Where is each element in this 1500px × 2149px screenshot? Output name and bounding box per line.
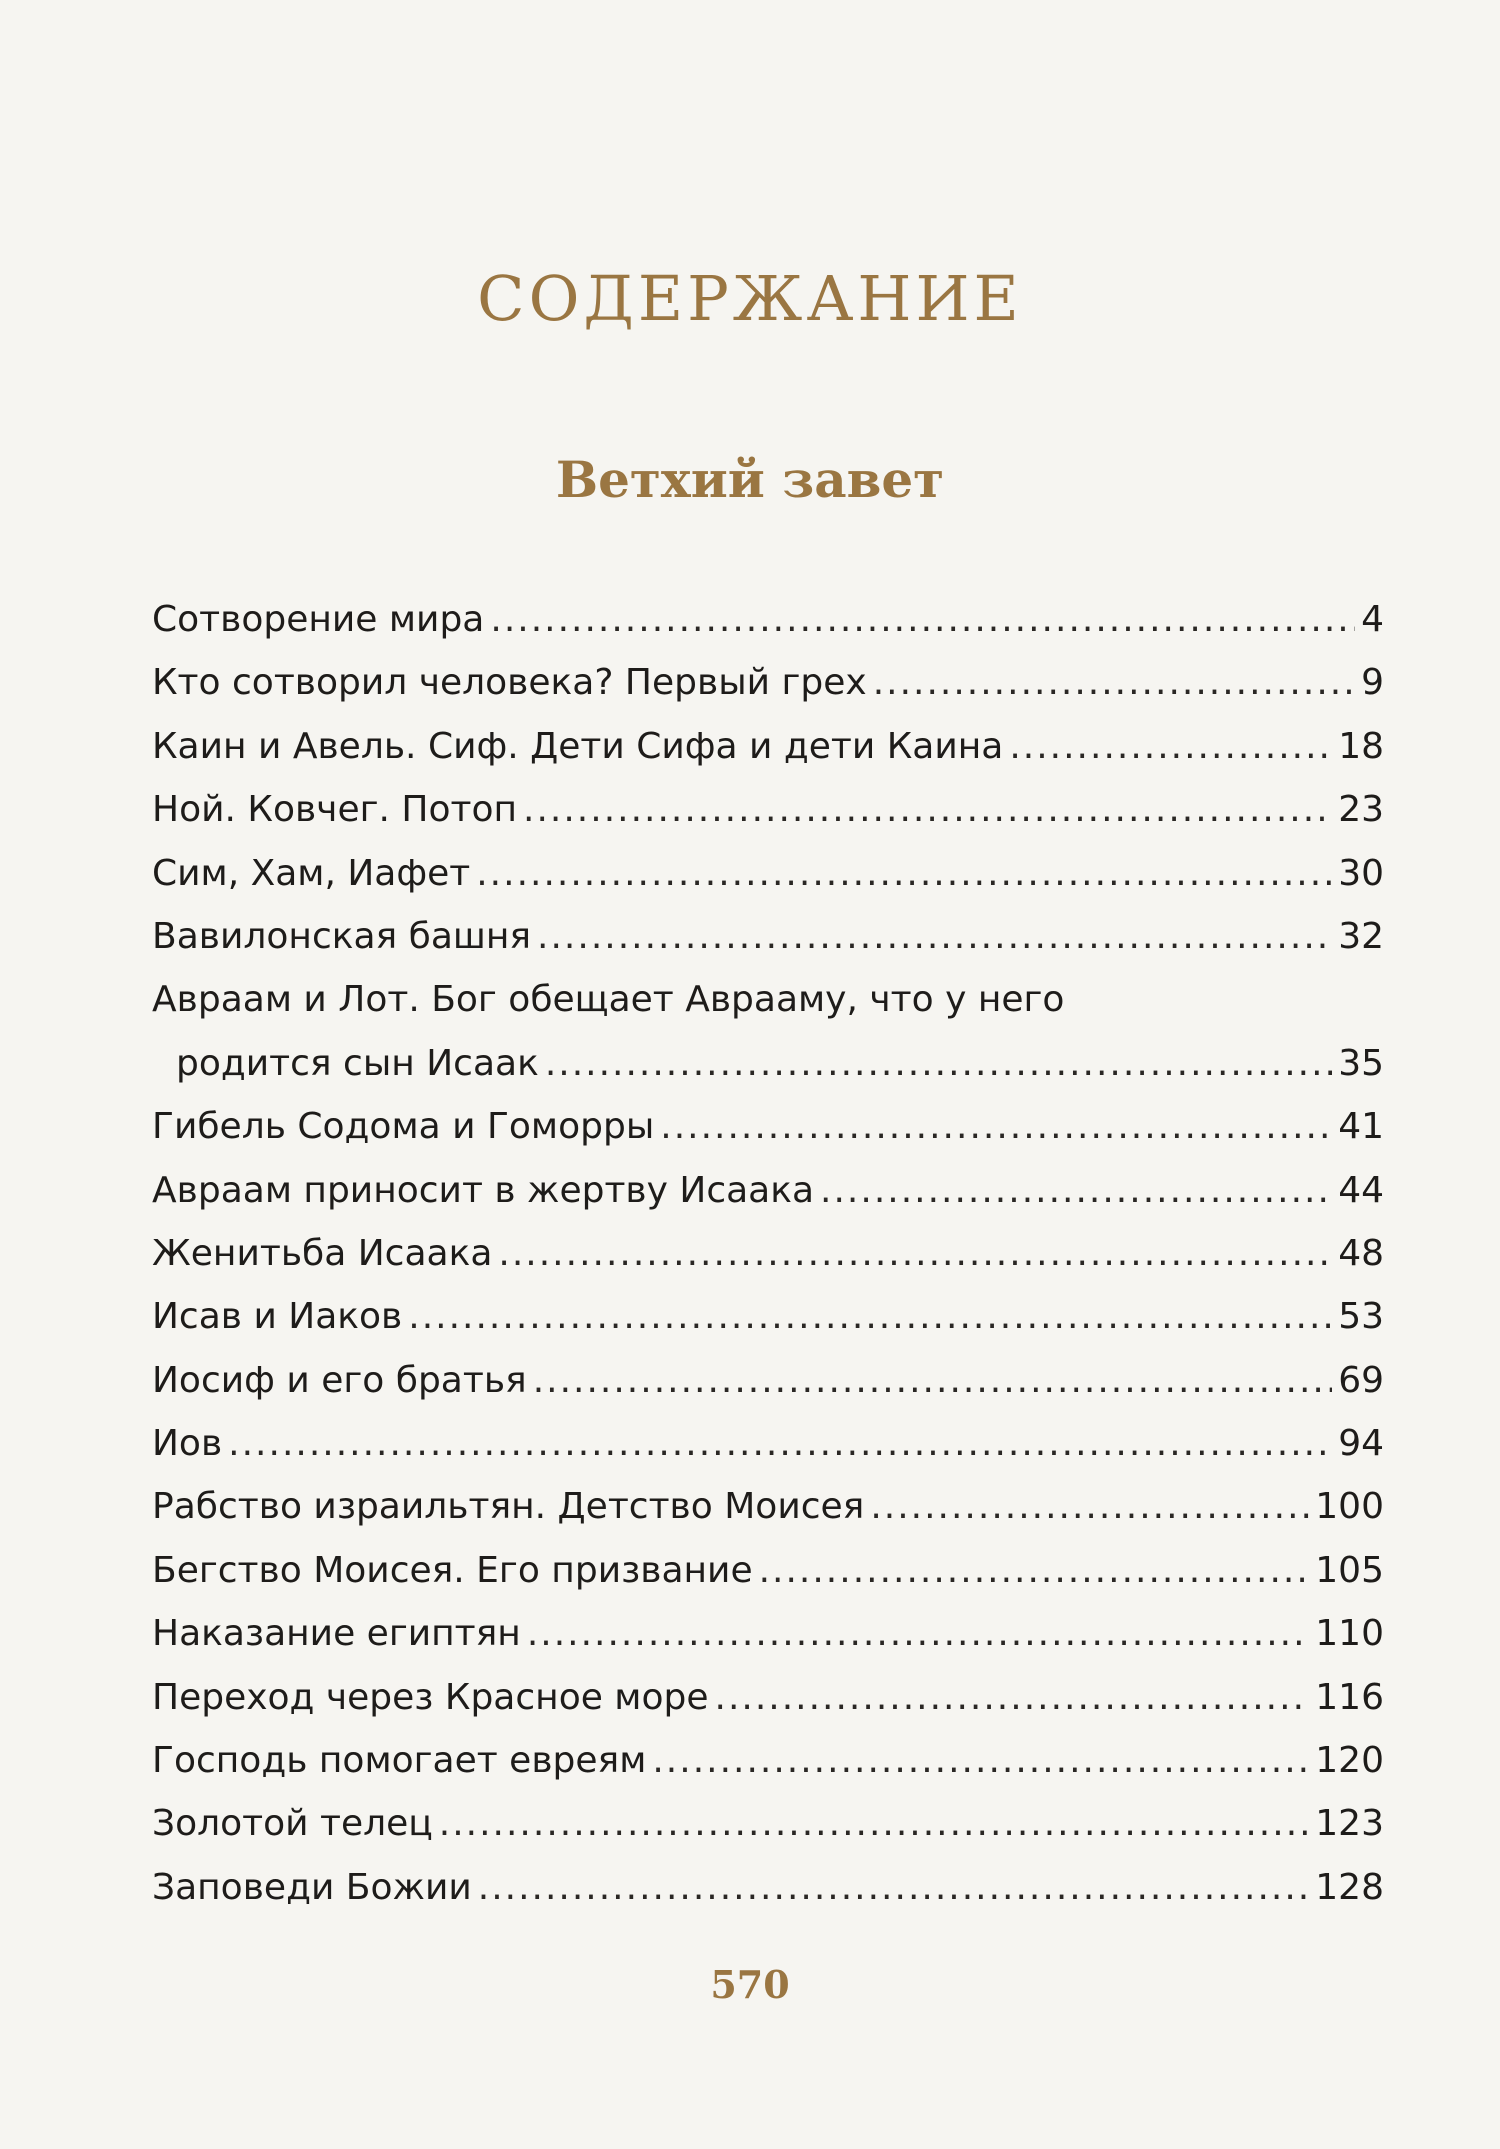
toc-entry-page: 69 xyxy=(1338,1359,1384,1401)
toc-entry xyxy=(152,778,1384,841)
toc-entry-page: 30 xyxy=(1338,852,1384,894)
toc-entry-page: 35 xyxy=(1338,1042,1384,1084)
toc-entry-title: Ной. Ковчег. Потоп xyxy=(152,789,518,831)
toc-entry-page: 53 xyxy=(1338,1296,1384,1338)
toc-entry xyxy=(152,1792,1384,1855)
dot-leader xyxy=(759,1539,1310,1602)
toc-entry xyxy=(152,715,1384,778)
dot-leader xyxy=(498,1222,1332,1285)
toc-entry-title: Иосиф и его братья xyxy=(152,1359,527,1401)
dot-leader xyxy=(527,1602,1309,1665)
toc-entry xyxy=(152,1285,1384,1348)
dot-leader xyxy=(523,778,1332,841)
toc-entry-page: 23 xyxy=(1338,789,1384,831)
toc-entry xyxy=(152,1349,1384,1412)
dot-leader xyxy=(537,905,1332,968)
toc-entry xyxy=(152,1666,1384,1729)
toc-entry-page: 48 xyxy=(1338,1232,1384,1274)
toc-entry-title: Женитьба Исаака xyxy=(152,1232,493,1274)
toc-entry xyxy=(152,1539,1384,1602)
toc-entry-page: 4 xyxy=(1361,599,1384,640)
toc-entry-title-cont: родится сын Исаак xyxy=(176,1042,539,1084)
toc-entry-wrapped xyxy=(152,968,1384,1031)
dot-leader xyxy=(533,1349,1332,1412)
toc-entry-title: Наказание египтян xyxy=(152,1613,521,1655)
toc-entry-page: 100 xyxy=(1315,1486,1384,1528)
toc-entry-page: 41 xyxy=(1338,1106,1384,1148)
toc-entry-page: 110 xyxy=(1315,1613,1384,1655)
toc-entry-title: Исав и Иаков xyxy=(152,1296,403,1338)
dot-leader xyxy=(652,1729,1309,1792)
toc-entry-title: Переход через Красное море xyxy=(152,1676,709,1718)
toc-entry-title: Сим, Хам, Иафет xyxy=(152,852,471,894)
dot-leader xyxy=(228,1412,1332,1475)
dot-leader xyxy=(820,1159,1332,1222)
toc-entry xyxy=(152,1222,1384,1285)
toc-entry-page: 123 xyxy=(1315,1803,1384,1845)
toc-entry-title: Рабство израильтян. Детство Моисея xyxy=(152,1486,865,1528)
toc-entry-title: Сотворение мира xyxy=(152,599,485,640)
toc-entry-title: Иов xyxy=(152,1423,223,1465)
toc-entry-title: Вавилонская башня xyxy=(152,915,532,957)
toc-entry xyxy=(152,651,1384,714)
toc-entry-title: Кто сотворил человека? Первый грех xyxy=(152,662,867,704)
dot-leader xyxy=(545,1032,1332,1095)
toc-entry-page: 105 xyxy=(1315,1549,1384,1591)
toc-entry-page: 128 xyxy=(1315,1866,1384,1908)
page-number: 570 xyxy=(710,1962,790,2007)
dot-leader xyxy=(870,1475,1309,1538)
dot-leader xyxy=(715,1666,1310,1729)
dot-leader xyxy=(478,1856,1310,1919)
dot-leader xyxy=(660,1095,1332,1158)
toc-entry xyxy=(152,1475,1384,1538)
toc-entry xyxy=(152,905,1384,968)
toc-entry xyxy=(152,588,1384,651)
toc-entry-page: 94 xyxy=(1338,1423,1384,1465)
toc-entry xyxy=(152,1159,1384,1222)
toc-entry-title: Каин и Авель. Сиф. Дети Сифа и дети Каина xyxy=(152,725,1004,767)
dot-leader xyxy=(490,588,1355,651)
toc-entry-page: 9 xyxy=(1361,662,1384,704)
table-of-contents xyxy=(152,588,1384,1919)
toc-entry xyxy=(152,1856,1384,1919)
toc-entry-page: 116 xyxy=(1315,1676,1384,1718)
page-title: СОДЕРЖАНИЕ xyxy=(477,262,1023,335)
dot-leader xyxy=(476,842,1332,905)
toc-entry-title: Авраам и Лот. Бог обещает Аврааму, что у него xyxy=(152,979,1065,1021)
toc-entry-title: Заповеди Божии xyxy=(152,1866,472,1908)
toc-entry xyxy=(152,1602,1384,1665)
toc-entry xyxy=(152,1412,1384,1475)
toc-entry xyxy=(152,842,1384,905)
toc-entry-title: Золотой телец xyxy=(152,1803,433,1845)
toc-entry xyxy=(152,1095,1384,1158)
dot-leader xyxy=(873,651,1355,714)
toc-entry-title: Бегство Моисея. Его призвание xyxy=(152,1549,753,1591)
toc-entry xyxy=(152,1729,1384,1792)
dot-leader xyxy=(1009,715,1332,778)
dot-leader xyxy=(439,1792,1310,1855)
toc-entry-page: 44 xyxy=(1338,1169,1384,1211)
toc-entry-page: 18 xyxy=(1338,725,1384,767)
toc-entry-continuation xyxy=(152,1032,1384,1095)
toc-entry-page: 120 xyxy=(1315,1740,1384,1782)
dot-leader xyxy=(408,1285,1332,1348)
section-title: Ветхий завет xyxy=(555,450,945,509)
toc-entry-title: Господь помогает евреям xyxy=(152,1740,647,1782)
toc-entry-title: Авраам приносит в жертву Исаака xyxy=(152,1169,815,1211)
toc-entry-page: 32 xyxy=(1338,915,1384,957)
toc-entry-title: Гибель Содома и Гоморры xyxy=(152,1106,655,1148)
